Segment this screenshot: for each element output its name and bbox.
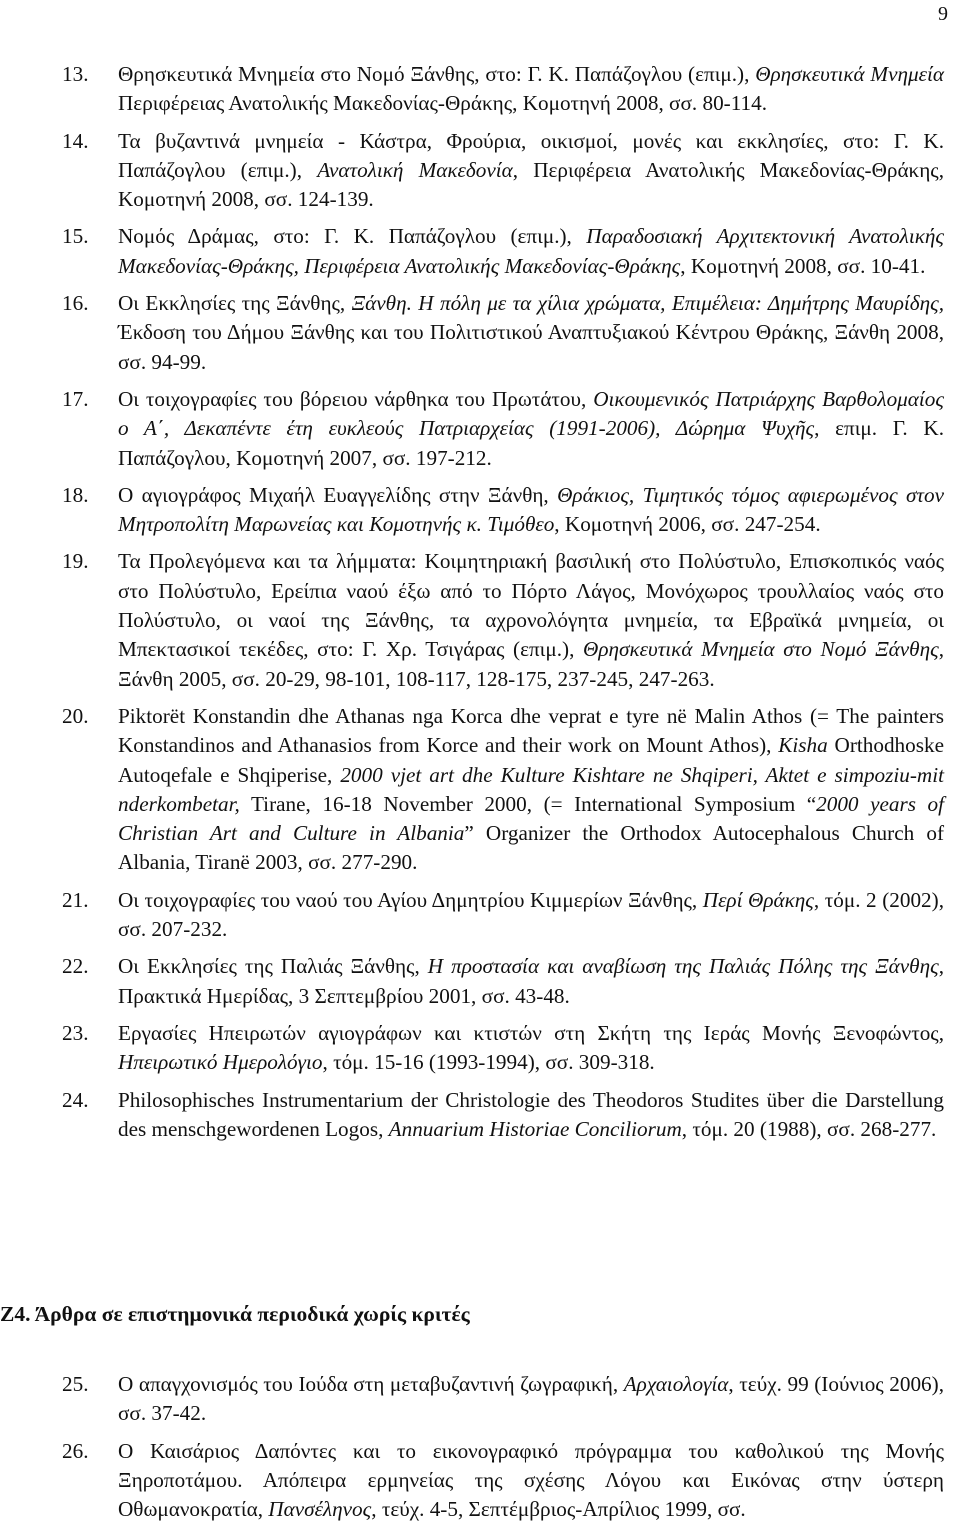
entry-title-italic: 2000 vjet art dhe Kulture Kishtare ne Shqiperi, Aktet e simpoziu-mit nderkombetar, [118, 762, 944, 816]
entry-text-segment: Περιφέρειας Ανατολικής Μακεδονίας-Θράκης, Κομοτηνή 2008, σσ. 80-114. [118, 91, 768, 116]
entry-text [118, 222, 944, 281]
bibliography-entry [62, 1437, 944, 1525]
entry-text [118, 289, 944, 377]
bibliography-entry [62, 886, 944, 945]
entry-text-segment: , επιμ. Γ. Κ. Παπάζογλου, Κομοτηνή 2007, σσ. 197-212. [118, 416, 944, 470]
entry-number: 21. [62, 887, 89, 912]
entry-text [118, 385, 944, 473]
entry-text-segment: Οι τοιχογραφίες του ναού του Αγίου Δημητρίου Κιμμερίων Ξάνθης, [118, 887, 703, 912]
bibliography-entry [62, 702, 944, 878]
entry-text [118, 1086, 944, 1145]
entry-title-italic: Annuarium Historiae Conciliorum [388, 1116, 682, 1141]
entry-number: 16. [62, 291, 89, 316]
bibliography-entry [62, 1086, 944, 1145]
page-number: 9 [938, 3, 948, 25]
entry-number: 13. [62, 62, 89, 86]
entry-number: 22. [62, 954, 89, 979]
bibliography-entry [62, 481, 944, 540]
bibliography-entry [62, 1370, 944, 1429]
entry-number: 14. [62, 128, 89, 153]
bibliography-entry [62, 289, 944, 377]
section-heading: Ζ4. Άρθρα σε επιστημονικά περιοδικά χωρίς κριτές [0, 1302, 470, 1326]
entry-text [118, 886, 944, 945]
entry-text-segment: , Ξάνθη 2005, σσ. 20-29, 98-101, 108-117, 128-175, 237-245, 247-263. [118, 637, 944, 691]
entry-title-italic: Ηπειρωτικό Ημερολόγιο [118, 1050, 323, 1075]
bibliography-list [62, 60, 944, 1152]
entry-text-segment: , Πρακτικά Ημερίδας, 3 Σεπτεμβρίου 2001, σσ. 43-48. [118, 954, 944, 1008]
entry-text-segment: Τα βυζαντινά μνημεία - Κάστρα, Φρούρια, οικισμοί, μονές και εκκλησίες, στο: Γ. Κ. Παπάζογλου (επιμ.), [118, 128, 944, 182]
entry-number: 26. [62, 1438, 89, 1463]
entry-title-italic: Θρησκευτικά Μνημεία στο Νομό Ξάνθης [583, 637, 939, 662]
entry-text-segment: Οι τοιχογραφίες του βόρειου νάρθηκα του Πρωτάτου, [118, 386, 594, 411]
entry-text-segment: , Κομοτηνή 2008, σσ. 10-41. [680, 253, 926, 278]
entry-text-segment: Οι Εκκλησίες της Παλιάς Ξάνθης, [118, 954, 428, 979]
entry-text [118, 952, 944, 1011]
entry-text-segment: Τα Προλεγόμενα και τα λήμματα: Κοιμητηριακή βασιλική στο Πολύστυλο, Επισκοπικός ναός στο Πολύστυλο, Ερείπια ναού έξω από το Πόρτο Λάγος, Μονόχωρος τρουλλαίος ναός στο Πολύστυλο, οι ναοί της Ξάνθης, τα αχρονολόγητα μνημεία, τα Εβραϊκά μνημεία, οι Μπεκτασικοί τεκέδες, στο: Γ. Χρ. Τσιγάρας (επιμ.), [118, 549, 944, 662]
entry-text-segment: Ο απαγχονισμός του Ιούδα στη μεταβυζαντινή ζωγραφική, [118, 1372, 624, 1396]
entry-text [118, 1019, 944, 1078]
entry-title-italic: Περί Θράκης [702, 887, 814, 912]
bibliography-entry [62, 222, 944, 281]
entry-text-segment: , τόμ. 15-16 (1993-1994), σσ. 309-318. [322, 1050, 655, 1075]
entry-text-segment: , τόμ. 20 (1988), σσ. 268-277. [681, 1116, 937, 1141]
bibliography-entry [62, 385, 944, 473]
entry-text [118, 481, 944, 540]
entry-number: 19. [62, 549, 89, 574]
entry-text-segment: , τεύχ. 4-5, Σεπτέμβριος-Απρίλιος 1999, σσ. [371, 1497, 746, 1522]
entry-text-segment: , Περιφέρεια Ανατολικής Μακεδονίας-Θράκης, Κομοτηνή 2008, σσ. 124-139. [118, 157, 944, 212]
entry-text-segment: Tirane, 16-18 November 2000, (= International Symposium “ [239, 791, 817, 816]
entry-number: 20. [62, 703, 89, 728]
entry-text [118, 1437, 944, 1525]
bibliography-entry [62, 952, 944, 1011]
entry-text-segment: Οι Εκκλησίες της Ξάνθης, [118, 291, 352, 316]
entry-text-segment: Piktorët Konstandin dhe Athanas nga Korca dhe veprat e tyre në Malin Athos (= The painters Konstandinos and Athanasios from Korce and their work on Mount Athos), [118, 703, 944, 758]
entry-text-segment: Έκδοση του Δήμου Ξάνθης και του Πολιτιστικού Αναπτυξιακού Κέντρου Θράκης, Ξάνθη 2008, σσ. 94-99. [118, 320, 944, 374]
entry-text-segment: Ο αγιογράφος Μιχαήλ Ευαγγελίδης στην Ξάνθη, [118, 482, 558, 507]
entry-text-segment: Orthodhoske Autoqefale e Shqiperise, [118, 733, 944, 787]
entry-title-italic: Kisha [778, 733, 828, 758]
entry-text-segment: Νομός Δράμας, στο: Γ. Κ. Παπάζογλου (επιμ.), [118, 224, 587, 249]
entry-text-segment: Θρησκευτικά Μνημεία στο Νομό Ξάνθης, στο: Γ. Κ. Παπάζογλου (επιμ.), [118, 62, 756, 86]
entry-text [118, 547, 944, 693]
entry-text-segment: Philosophisches Instrumentarium der Christologie des Theodoros Studites über die Darstellung des menschgewordenen Logos, [118, 1087, 944, 1141]
entry-text [118, 127, 944, 215]
entry-number: 18. [62, 482, 89, 507]
bibliography-entry [62, 1019, 944, 1078]
entry-title-italic: Ανατολική Μακεδονία [317, 157, 513, 182]
entry-title-italic: Θρησκευτικά Μνημεία [755, 62, 944, 86]
bibliography-entry [62, 547, 944, 693]
bibliography-entry [62, 127, 944, 215]
entry-number: 23. [62, 1020, 89, 1045]
entry-title-italic: Αρχαιολογία [623, 1372, 729, 1396]
entry-text-segment: , τεύχ. 99 (Ιούνιος 2006), σσ. 37-42. [118, 1372, 945, 1426]
entry-title-italic: Οικουμενικός Πατριάρχης Βαρθολομαίος ο Α΄, Δεκαπέντε έτη ευκλεούς Πατριαρχείας (1991-2006), Δώρημα Ψυχῆς [118, 386, 944, 441]
entry-number: 24. [62, 1087, 89, 1112]
entry-text [118, 60, 944, 119]
entry-number: 17. [62, 386, 89, 411]
entry-title-italic: 2000 years of Christian Art and Culture in Albania [118, 791, 944, 846]
bibliography-entry [62, 60, 944, 119]
entry-text-segment: , Κομοτηνή 2006, σσ. 247-254. [554, 512, 821, 537]
entry-text-segment: Ο Καισάριος Δαπόντες και το εικονογραφικό πρόγραμμα του καθολικού της Μονής Ξηροποτάμου. Απόπειρα ερμηνείας της σχέσης Λόγου και Εικόνας στην ύστερη Οθωμανοκρατία, [118, 1438, 944, 1522]
entry-title-italic: Ξάνθη. Η πόλη με τα χίλια χρώματα, Επιμέλεια: Δημήτρης Μαυρίδης, [351, 291, 945, 316]
entry-text-segment: Εργασίες Ηπειρωτών αγιογράφων και κτιστών στη Σκήτη της Ιεράς Μονής Ξενοφώντος, [118, 1020, 944, 1045]
entry-title-italic: Η προστασία και αναβίωση της Παλιάς Πόλης της Ξάνθης [427, 954, 939, 979]
entry-title-italic: Θράκιος, Τιμητικός τόμος αφιερωμένος στον Μητροπολίτη Μαρωνείας και Κομοτηνής κ. Τιμόθεο [118, 482, 944, 537]
entry-text [118, 1370, 944, 1429]
entry-number: 25. [62, 1372, 89, 1396]
entry-text-segment: ” Organizer the Orthodox Autocephalous Church of Albania, Tiranë 2003, σσ. 277-290. [118, 821, 944, 875]
entry-number: 15. [62, 224, 89, 249]
entry-text [118, 702, 944, 878]
entry-text-segment: , τόμ. 2 (2002), σσ. 207-232. [118, 887, 944, 942]
entry-title-italic: Παραδοσιακή Αρχιτεκτονική Ανατολικής Μακεδονίας-Θράκης, Περιφέρεια Ανατολικής Μακεδονίας-Θράκης [118, 224, 944, 278]
bibliography-list-z4 [62, 1370, 944, 1532]
entry-title-italic: Πανσέληνος [268, 1497, 372, 1522]
